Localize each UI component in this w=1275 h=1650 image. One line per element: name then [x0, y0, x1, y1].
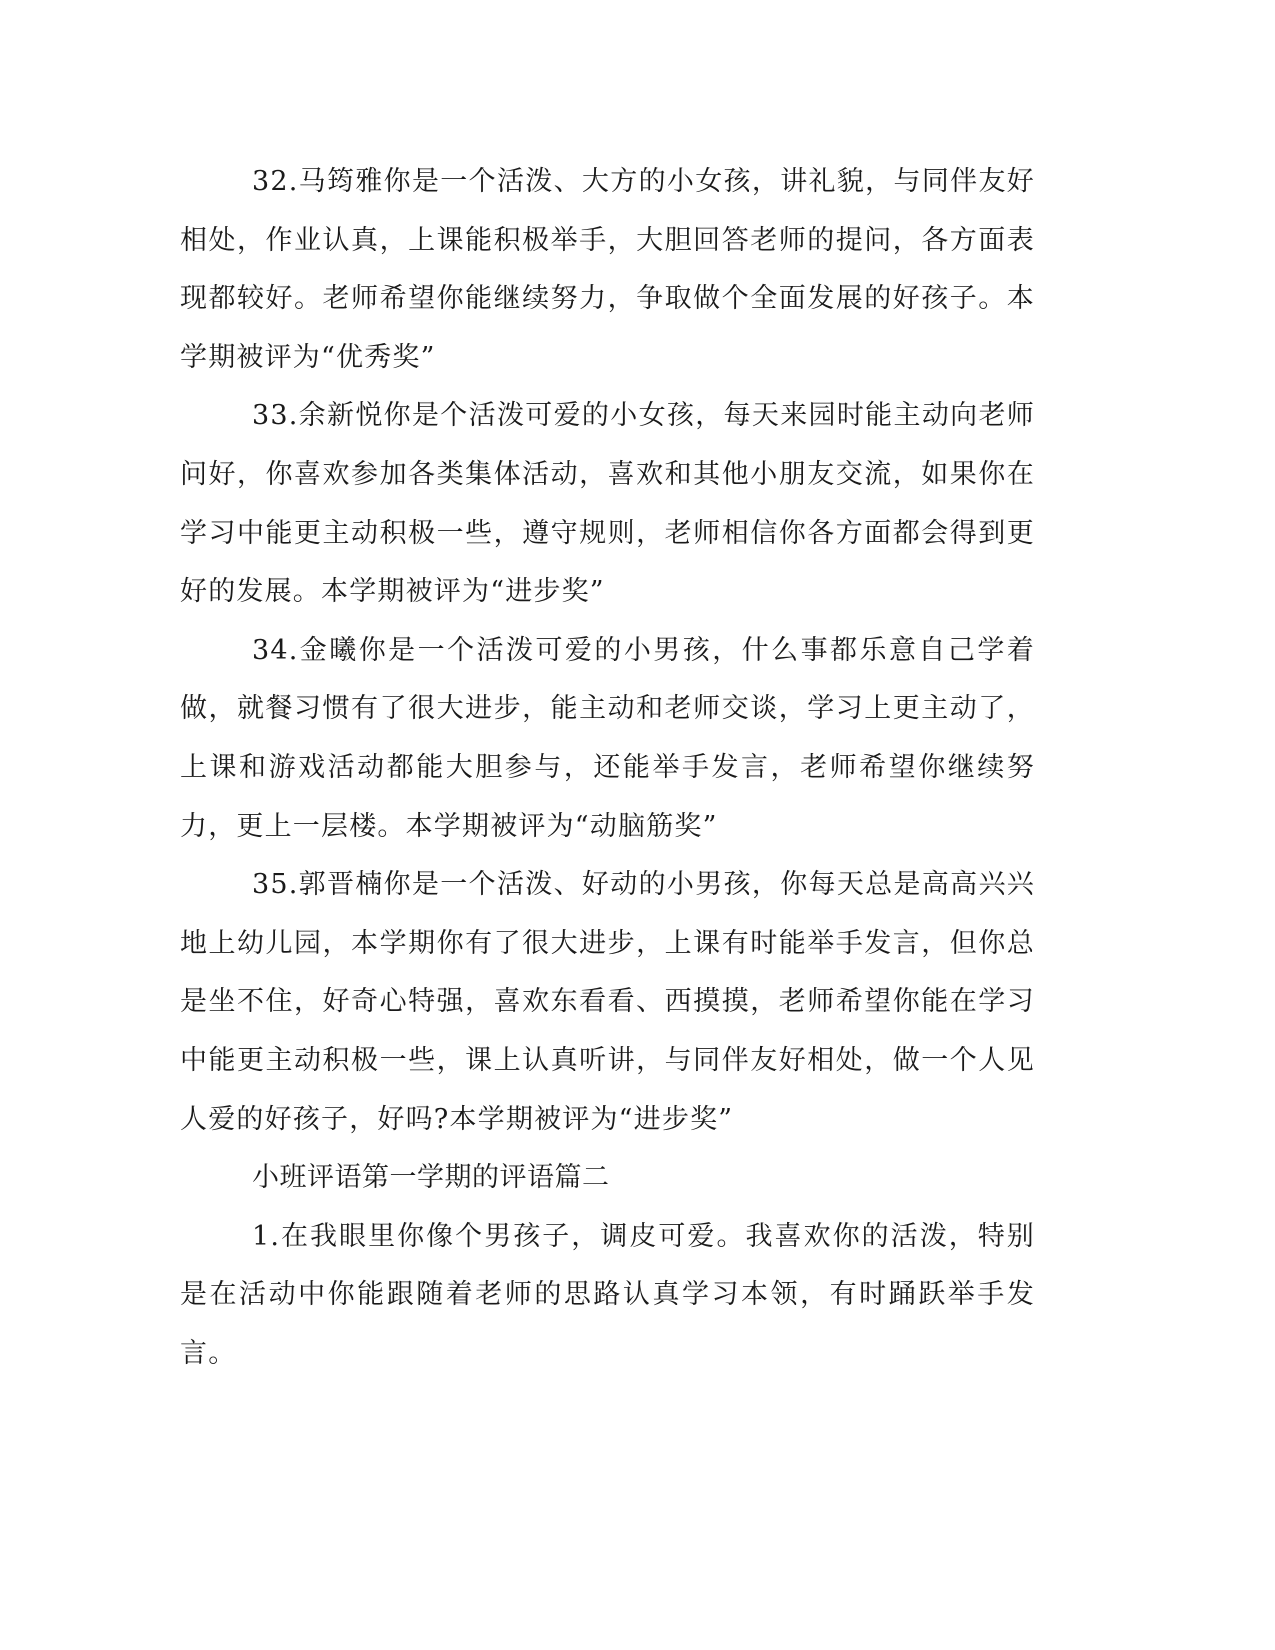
- comment-paragraph-34: 34.金曦你是一个活泼可爱的小男孩，什么事都乐意自己学着做，就餐习惯有了很大进步，能主动和老师交谈，学习上更主动了，上课和游戏活动都能大胆参与，还能举手发言，老师希望你继续努力，更上一层楼。本学期被评为“动脑筋奖”: [180, 634, 1035, 842]
- comment-paragraph-32: 32.马筠雅你是一个活泼、大方的小女孩，讲礼貌，与同伴友好相处，作业认真，上课能积极举手，大胆回答老师的提问，各方面表现都较好。老师希望你能继续努力，争取做个全面发展的好孩子。本学期被评为“优秀奖”: [180, 166, 1035, 373]
- document-body: [180, 153, 1035, 1383]
- section-heading: 小班评语第一学期的评语篇二: [252, 1162, 610, 1194]
- comment-paragraph-1: 1.在我眼里你像个男孩子，调皮可爱。我喜欢你的活泼，特别是在活动中你能跟随着老师的思路认真学习本领，有时踊跃举手发言。: [180, 1220, 1035, 1369]
- comment-paragraph-33: 33.余新悦你是个活泼可爱的小女孩，每天来园时能主动向老师问好，你喜欢参加各类集体活动，喜欢和其他小朋友交流，如果你在学习中能更主动积极一些，遵守规则，老师相信你各方面都会得到更好的发展。本学期被评为“进步奖”: [180, 400, 1035, 608]
- comment-paragraph-35: 35.郭晋楠你是一个活泼、好动的小男孩，你每天总是高高兴兴地上幼儿园，本学期你有了很大进步，上课有时能举手发言，但你总是坐不住，好奇心特强，喜欢东看看、西摸摸，老师希望你能在学习中能更主动积极一些，课上认真听讲，与同伴友好相处，做一个人见人爱的好孩子，好吗?本学期被评为“进步奖”: [180, 869, 1035, 1135]
